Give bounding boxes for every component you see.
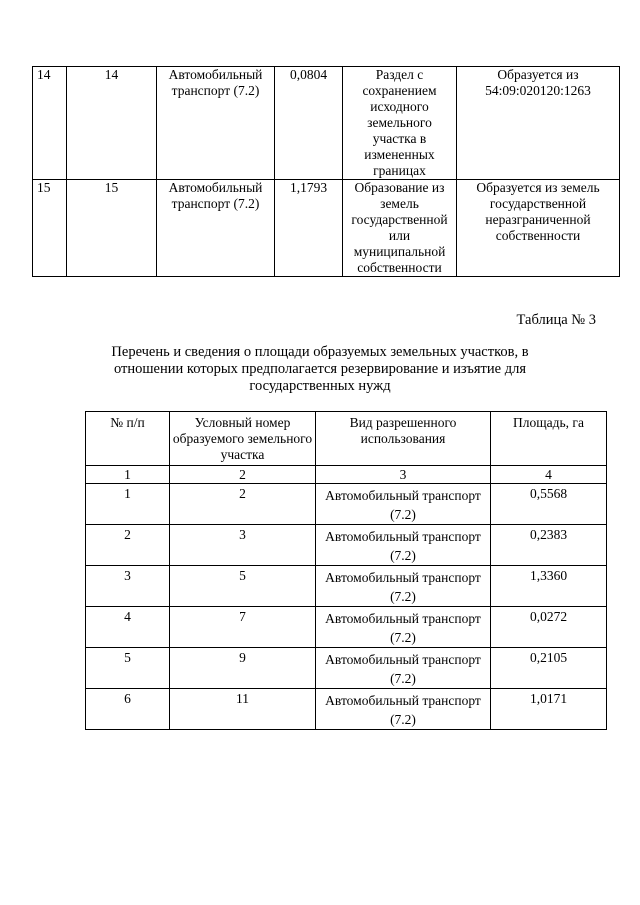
formation-method-cell: Раздел с сохранением исходного земельного участка в измененных границах <box>343 67 457 180</box>
column-number-cell: 4 <box>491 466 607 484</box>
reserved-land-plots-table <box>85 411 607 730</box>
table-caption: Таблица № 3 <box>516 312 596 328</box>
plot-number-cell: 11 <box>170 689 316 730</box>
table-row <box>86 566 607 607</box>
table-row <box>86 648 607 689</box>
row-number-cell: 5 <box>86 648 170 689</box>
permitted-use-cell: Автомобильный транспорт (7.2) <box>316 566 491 607</box>
permitted-use-cell: Автомобильный транспорт (7.2) <box>157 67 275 180</box>
row-number-cell: 4 <box>86 607 170 648</box>
plot-number-cell: 14 <box>67 67 157 180</box>
plot-number-cell: 5 <box>170 566 316 607</box>
area-cell: 0,0272 <box>491 607 607 648</box>
area-cell: 0,2105 <box>491 648 607 689</box>
column-number-cell: 3 <box>316 466 491 484</box>
area-cell: 0,2383 <box>491 525 607 566</box>
table-row <box>86 484 607 525</box>
area-cell: 0,0804 <box>275 67 343 180</box>
header-cell: № п/п <box>86 412 170 466</box>
permitted-use-cell: Автомобильный транспорт (7.2) <box>316 607 491 648</box>
column-number-row <box>86 466 607 484</box>
permitted-use-cell: Автомобильный транспорт (7.2) <box>157 180 275 277</box>
row-number-cell: 15 <box>33 180 67 277</box>
table-row <box>86 525 607 566</box>
header-cell: Условный номер образуемого земельного участка <box>170 412 316 466</box>
plot-number-cell: 9 <box>170 648 316 689</box>
header-cell: Площадь, га <box>491 412 607 466</box>
column-number-cell: 2 <box>170 466 316 484</box>
plot-number-cell: 7 <box>170 607 316 648</box>
header-cell: Вид разрешенного использования <box>316 412 491 466</box>
column-number-cell: 1 <box>86 466 170 484</box>
permitted-use-cell: Автомобильный транспорт (7.2) <box>316 648 491 689</box>
row-number-cell: 3 <box>86 566 170 607</box>
table-title: Перечень и сведения о площади образуемых земельных участков, в отношении которых предполагается резервирование и изъятие для государственных нужд <box>111 344 529 394</box>
area-cell: 0,5568 <box>491 484 607 525</box>
area-cell: 1,0171 <box>491 689 607 730</box>
area-cell: 1,1793 <box>275 180 343 277</box>
permitted-use-cell: Автомобильный транспорт (7.2) <box>316 689 491 730</box>
table-row <box>86 689 607 730</box>
row-number-cell: 14 <box>33 67 67 180</box>
table-row <box>33 67 620 180</box>
table-row <box>86 607 607 648</box>
land-plots-table-continuation <box>32 66 620 277</box>
row-number-cell: 2 <box>86 525 170 566</box>
row-number-cell: 6 <box>86 689 170 730</box>
area-cell: 1,3360 <box>491 566 607 607</box>
table-row <box>33 180 620 277</box>
note-cell: Образуется из 54:09:020120:1263 <box>457 67 620 180</box>
permitted-use-cell: Автомобильный транспорт (7.2) <box>316 525 491 566</box>
plot-number-cell: 15 <box>67 180 157 277</box>
row-number-cell: 1 <box>86 484 170 525</box>
table-header-row <box>86 412 607 466</box>
plot-number-cell: 2 <box>170 484 316 525</box>
permitted-use-cell: Автомобильный транспорт (7.2) <box>316 484 491 525</box>
formation-method-cell: Образование из земель государственной или муниципальной собственности <box>343 180 457 277</box>
plot-number-cell: 3 <box>170 525 316 566</box>
note-cell: Образуется из земель государственной неразграниченной собственности <box>457 180 620 277</box>
